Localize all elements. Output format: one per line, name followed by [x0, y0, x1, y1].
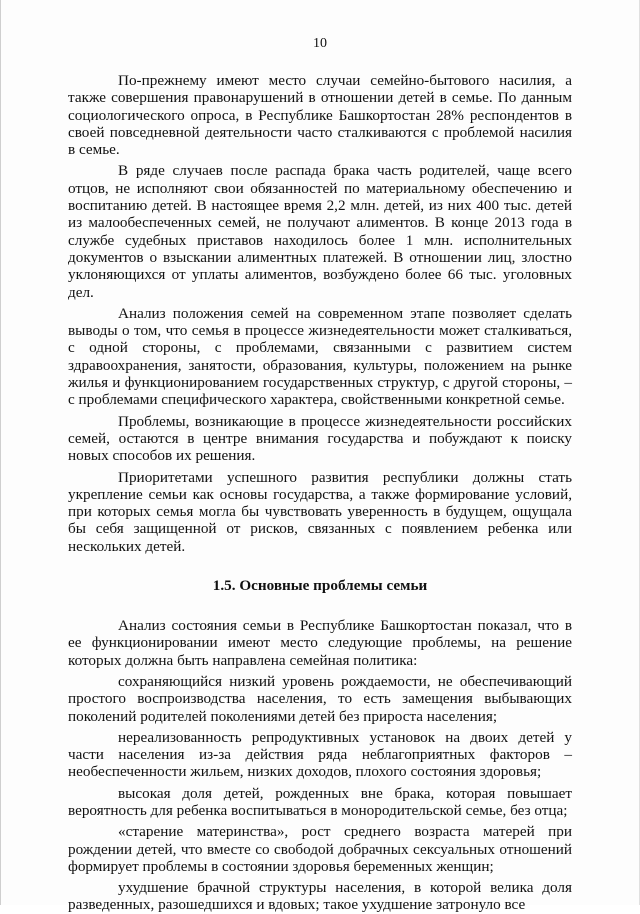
document-body — [68, 72, 572, 914]
section-heading: 1.5. Основные проблемы семьи — [212, 577, 428, 595]
list-item: нереализованность репродуктивных установок на двоих детей у части населения из-за действия ряда неблагоприятных факторов – необеспеченности жильем, низких доходов, плохого состояния здоровья; — [68, 728, 572, 781]
list-item: высокая доля детей, рожденных вне брака, которая повышает вероятность для ребенка воспитываться в монородительской семье, без отца; — [68, 784, 572, 819]
paragraph: По-прежнему имеют место случаи семейно-бытового насилия, а также совершения правонарушений в отношении детей в семье. По данным социологического опроса, в Республике Башкортостан 28% респондентов в своей повседневной деятельности часто сталкиваются с проблемой насилия в семье. — [68, 72, 572, 159]
paragraph: Анализ состояния семьи в Республике Башкортостан показал, что в ее функционировании имеют место следующие проблемы, на решение которых должна быть направлена семейная политика: — [68, 617, 572, 669]
list-item: ухудшение брачной структуры населения, в которой велика доля разведенных, разошедшихся и вдовых; такое ухудшение затронуло все — [68, 879, 572, 914]
paragraph: Анализ положения семей на современном этапе позволяет сделать выводы о том, что семья в процессе жизнедеятельности может сталкиваться, с одной стороны, с проблемами, связанными с развитием систем здравоохранения, занятости, образования, культуры, положением на рынке жилья и функционированием государственных структур, с другой стороны, – с проблемами специфического характера, свойственными конкретной семье. — [68, 304, 572, 409]
page-number: 10 — [313, 36, 327, 51]
paragraph: Проблемы, возникающие в процессе жизнедеятельности российских семей, остаются в центре внимания государства и побуждают к поиску новых способов их решения. — [68, 412, 572, 465]
paragraph: Приоритетами успешного развития республики должны стать укрепление семьи как основы государства, а также формирование условий, при которых семья могла бы чувствовать уверенность в будущем, ощущала бы себя защищенной от рисков, связанных с появлением ребенка или нескольких детей. — [68, 468, 572, 555]
list-item: сохраняющийся низкий уровень рождаемости, не обеспечивающий простого воспроизводства населения, то есть замещения выбывающих поколений родителей поколениями детей без прироста населения; — [68, 672, 572, 725]
paragraph: В ряде случаев после распада брака часть родителей, чаще всего отцов, не исполняют свои обязанностей по материальному обеспечению и воспитанию детей. В настоящее время 2,2 млн. детей, из них 400 тыс. детей из малообеспеченных семей, не получают алиментов. В конце 2013 года в службе судебных приставов находилось более 1 млн. исполнительных документов о взыскании алиментных платежей. В отношении лиц, злостно уклоняющихся от уплаты алиментов, возбуждено более 66 тыс. уголовных дел. — [68, 162, 572, 301]
list-item: «старение материнства», рост среднего возраста матерей при рождении детей, что вместе со свободой добрачных сексуальных отношений формирует проблемы в состоянии здоровья беременных женщин; — [68, 823, 572, 875]
